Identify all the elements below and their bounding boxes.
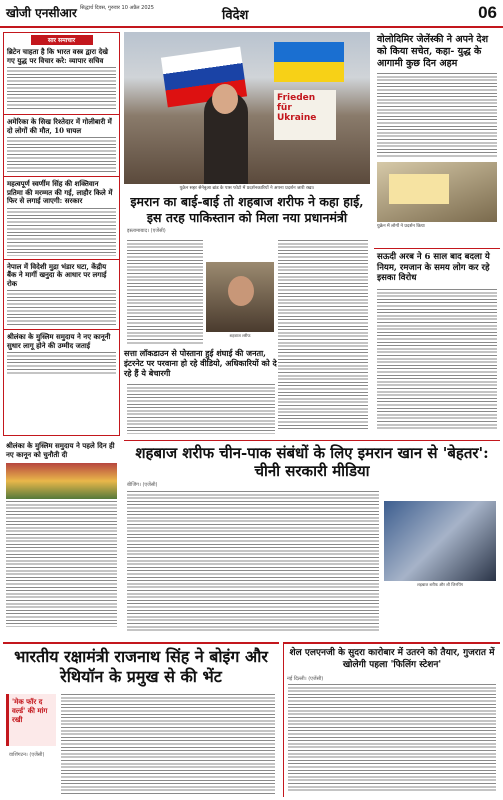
brief-title: ब्रिटेन चाहता है कि भारत वस्त्र द्वारा देखे गए युद्ध पर विचार करे: व्यापार सचिव	[7, 47, 108, 65]
briefs-label: सार समाचार	[31, 35, 93, 45]
brief-title: अमेरिका के सिख रिश्तेदार में गोलीबारी में दो लोगों की मौत, 10 घायल	[7, 117, 112, 135]
pull-quote: 'मेक फॉर द वर्ल्ड' की मांग रखी	[6, 694, 56, 746]
body-text	[61, 694, 275, 794]
story-headline: शेल एलएनजी के सुदरा कारोबार में उतरने को तैयार, गुजरात में खोलेगी पहला 'फिलिंग स्टेशन'	[289, 648, 495, 670]
masthead	[0, 0, 503, 28]
saudi-story	[374, 248, 500, 436]
story-headline: भारतीय रक्षामंत्री राजनाथ सिंह ने बोइंग और रेथियॉन के प्रमुख से की भेंट	[14, 647, 268, 686]
brief-title: नेपाल में विदेशी मुद्रा भंडार घटा, केंद्रीय बैंक ने मार्गी खनुदा के आधार पर लगाई रोक	[7, 261, 107, 288]
protest-photo	[124, 32, 370, 184]
photo-caption: युक्रेन सहर सेनेबुआ ब्रांड के पास फोटो में प्रदर्शनकारियों ने अपना प्रदर्शन जारी रखा।	[179, 186, 315, 191]
story-headline: शहबाज शरीफ चीन-पाक संबंधों के लिए इमरान खान से 'बेहतर': चीनी सरकारी मीडिया	[135, 444, 489, 480]
body-text	[127, 384, 275, 434]
brief-item	[4, 118, 119, 177]
body-text	[7, 67, 116, 111]
protest-sign	[389, 174, 449, 204]
sub-headline: सत्ता लॉकडाउन से पोस्ताना हुई शंघाई की जनता, इंटरनेट पर परवाना हो रहे वीडियो, अधिकारियों को दे रहे हैं ये बेचारगी	[124, 348, 277, 378]
brief-item	[4, 48, 119, 115]
photo-caption: शहबाज शरीफ	[229, 333, 251, 338]
story-photo	[384, 501, 496, 581]
body-text	[127, 240, 203, 344]
body-text	[377, 289, 497, 429]
rajnath-story	[3, 642, 279, 797]
story-headline: वोलोदिमिर जेलेंस्की ने अपने देश को किया सचेत, कहा- युद्ध के आगामी कुछ दिन अहम	[377, 34, 489, 69]
page-number: 06	[478, 3, 497, 22]
flag-icon	[274, 42, 344, 82]
brand-name: खोजी एनसीआर	[6, 6, 77, 20]
brief-title: श्रीलंका के मुस्लिम समुदाय ने नए कानूनी सुधार लागू होने की उम्मीद जताई	[7, 332, 111, 350]
shell-lng-story	[283, 642, 500, 797]
body-text	[7, 352, 116, 376]
story-photo	[6, 463, 117, 499]
date-line: सिद्धार्थ दिवस, गुरुवार 10 अप्रैल 2025	[80, 5, 154, 11]
section-title: विदेश	[222, 8, 249, 23]
byline: बीजिंग। (एजेंसी)	[127, 482, 158, 488]
story-photo	[377, 162, 497, 222]
photo-caption: शहबाज शरीफ और शी जिनपिंग	[417, 582, 463, 587]
body-text	[377, 73, 497, 159]
byline: नई दिल्ली। (एजेंसी)	[287, 676, 324, 682]
srilanka-story	[3, 440, 120, 638]
brief-item	[4, 263, 119, 331]
china-pak-story	[124, 440, 500, 638]
body-text	[7, 290, 116, 326]
byline: वाशिंगटन। (एजेंसी)	[9, 752, 45, 758]
pakistan-pm-story	[124, 192, 370, 436]
brief-item	[4, 180, 119, 260]
zelensky-story	[374, 32, 500, 246]
story-headline: श्रीलंका के मुस्लिम समुदाय ने पहले दिन ही नए कानून को चुनौती दी	[6, 441, 115, 459]
news-briefs-column	[3, 32, 120, 436]
body-text	[127, 491, 379, 633]
body-text	[288, 684, 496, 792]
protester-face	[212, 84, 238, 114]
story-headline: इमरान का बाई-बाई तो शहबाज शरीफ ने कहा हाई, इस तरह पाकिस्तान को मिला नया प्रधानमंत्री	[130, 194, 364, 225]
brief-item	[4, 333, 119, 379]
protest-sign: Frieden für Ukraine	[274, 90, 336, 140]
body-text	[7, 208, 116, 256]
photo-caption: युक्रेन में लोगों ने प्रदर्शन किया	[377, 224, 425, 229]
pm-photo	[206, 262, 274, 332]
body-text	[7, 137, 116, 173]
byline: इस्लामाबाद। (एजेंसी)	[127, 228, 166, 234]
brief-title: महत्वपूर्ण स्वर्णीम सिंह की शक्तिवान प्रतिमा की मरम्मत की गई, लाहौर किले में फिर से लगाई जाएगी: सरकार	[7, 179, 113, 205]
story-headline: सऊदी अरब ने 6 साल बाद बदला ये नियम, रमजान के समय लोग कर रहे इसका विरोध	[377, 252, 490, 283]
body-text	[6, 501, 117, 627]
body-text	[278, 240, 368, 430]
pm-face	[228, 276, 254, 306]
